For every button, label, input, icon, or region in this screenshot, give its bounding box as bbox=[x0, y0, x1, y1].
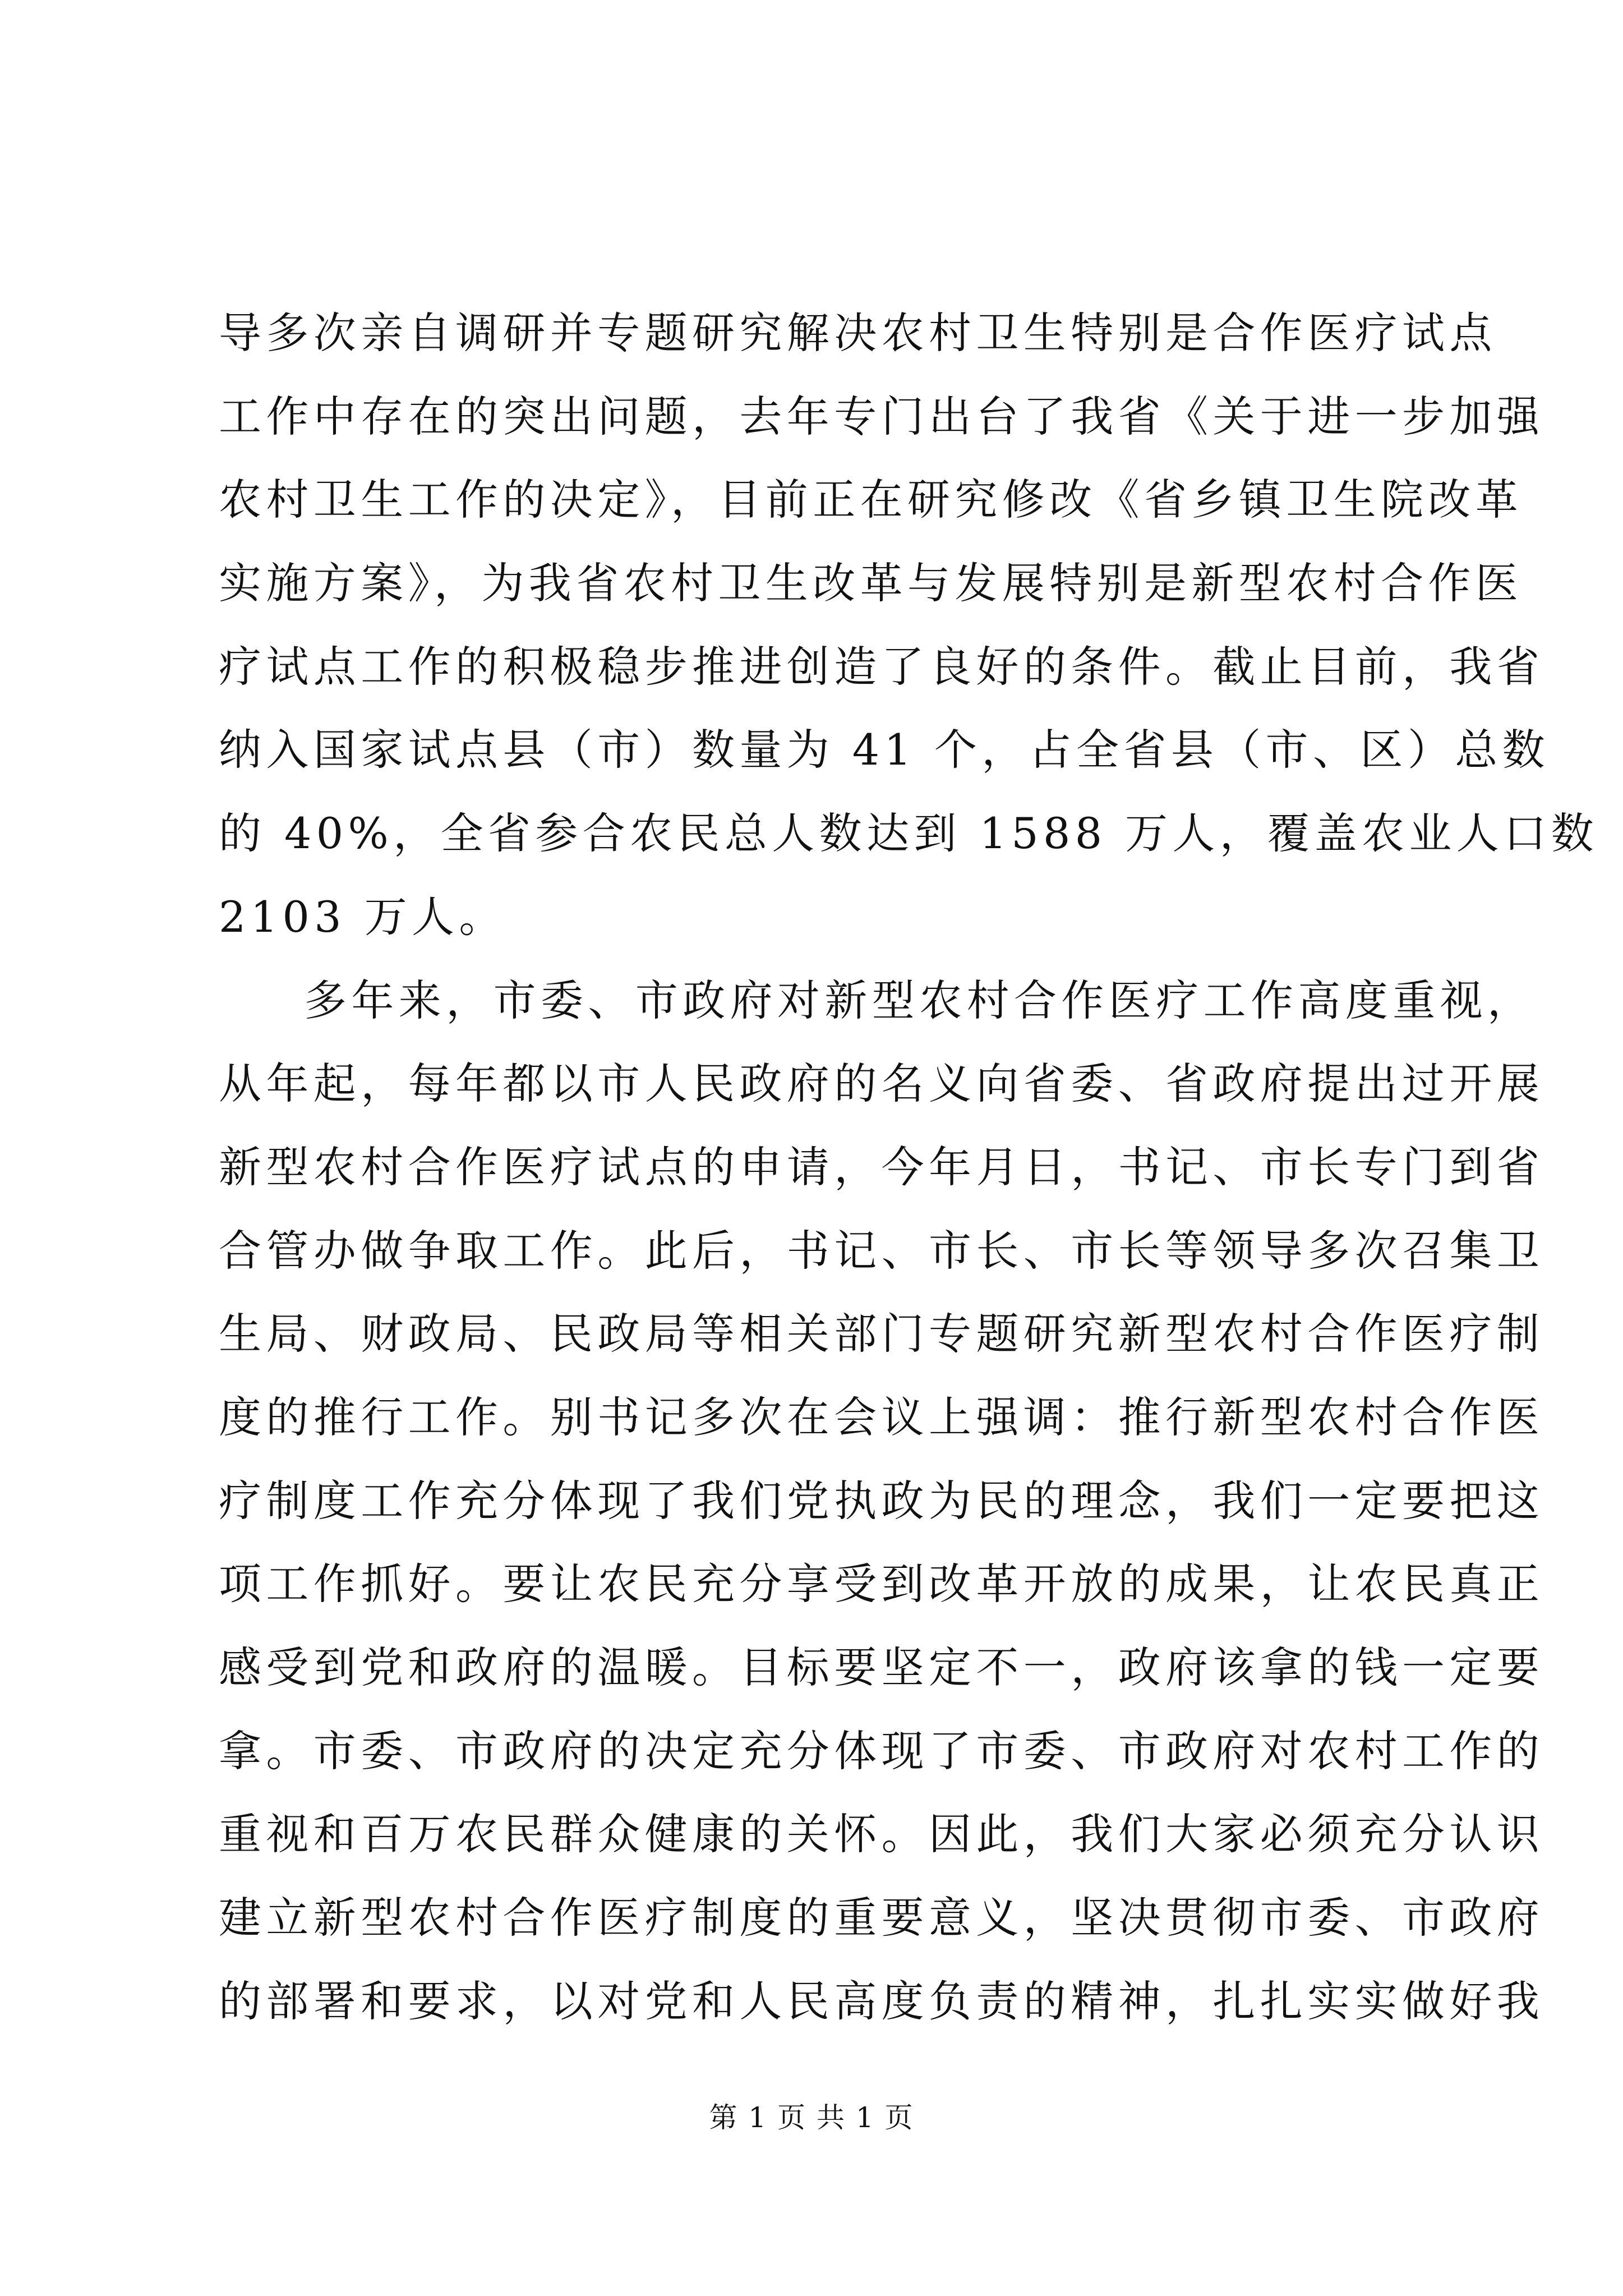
paragraph-line: 重视和百万农民群众健康的关怀。因此，我们大家必须充分认识 bbox=[219, 1809, 1544, 1860]
paragraph-line: 从年起，每年都以市人民政府的名义向省委、省政府提出过开展 bbox=[219, 1059, 1544, 1109]
page-number-footer: 第 1 页 共 1 页 bbox=[709, 2101, 914, 2134]
paragraph-line: 新型农村合作医疗试点的申请，今年月日，书记、市长专门到省 bbox=[219, 1142, 1544, 1192]
paragraph-first-line: 多年来，市委、市政府对新型农村合作医疗工作高度重视， bbox=[304, 975, 1535, 1025]
paragraph-line: 拿。市委、市政府的决定充分体现了市委、市政府对农村工作的 bbox=[219, 1726, 1544, 1776]
paragraph-line: 度的推行工作。别书记多次在会议上强调：推行新型农村合作医 bbox=[219, 1392, 1544, 1442]
paragraph-line: 导多次亲自调研并专题研究解决农村卫生特别是合作医疗试点 bbox=[219, 308, 1497, 358]
paragraph-line: 纳入国家试点县（市）数量为 41 个，占全省县（市、区）总数 bbox=[219, 725, 1550, 775]
paragraph-line: 生局、财政局、民政局等相关部门专题研究新型农村合作医疗制 bbox=[219, 1309, 1544, 1359]
paragraph-line: 工作中存在的突出问题，去年专门出台了我省《关于进一步加强 bbox=[219, 391, 1544, 441]
paragraph-line: 合管办做争取工作。此后，书记、市长、市长等领导多次召集卫 bbox=[219, 1225, 1544, 1276]
paragraph-line: 感受到党和政府的温暖。目标要坚定不一，政府该拿的钱一定要 bbox=[219, 1642, 1544, 1692]
paragraph-line: 建立新型农村合作医疗制度的重要意义，坚决贯彻市委、市政府 bbox=[219, 1893, 1544, 1943]
paragraph-line: 疗试点工作的积极稳步推进创造了良好的条件。截止目前，我省 bbox=[219, 641, 1544, 692]
paragraph-line: 农村卫生工作的决定》，目前正在研究修改《省乡镇卫生院改革 bbox=[219, 475, 1523, 525]
paragraph-line: 项工作抓好。要让农民充分享受到改革开放的成果，让农民真正 bbox=[219, 1559, 1544, 1609]
paragraph-line: 2103 万人。 bbox=[219, 891, 506, 942]
document-body bbox=[219, 292, 1599, 2043]
paragraph-line: 的 40%，全省参合农民总人数达到 1588 万人，覆盖农业人口数 bbox=[219, 808, 1599, 859]
paragraph-line: 的部署和要求，以对党和人民高度负责的精神，扎扎实实做好我 bbox=[219, 1976, 1544, 2026]
paragraph-line: 疗制度工作充分体现了我们党执政为民的理念，我们一定要把这 bbox=[219, 1475, 1544, 1526]
paragraph-line: 实施方案》，为我省农村卫生改革与发展特别是新型农村合作医 bbox=[219, 558, 1523, 609]
